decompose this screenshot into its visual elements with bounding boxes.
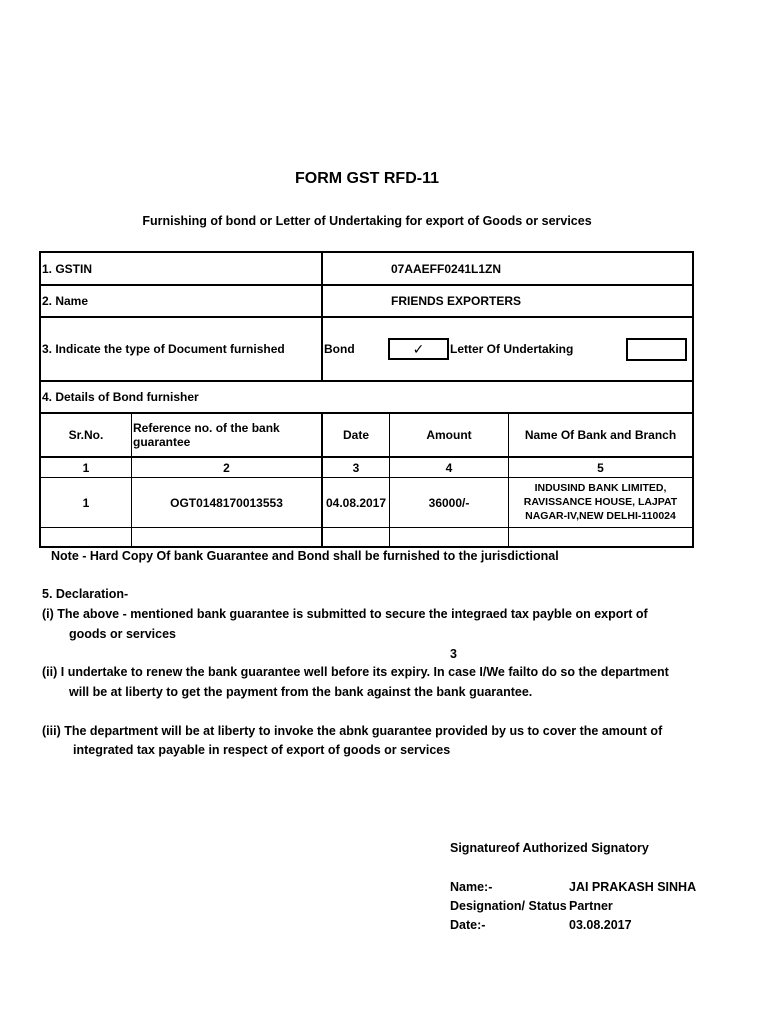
column-number: 1	[82, 460, 90, 475]
bank-line: NAGAR-IV,NEW DELHI-110024	[525, 510, 676, 522]
signatory-name-label: Name:-	[450, 880, 493, 894]
lut-label: Letter Of Undertaking	[450, 342, 574, 356]
header-reference: Reference no. of the bank guarantee	[133, 421, 280, 449]
table-border	[692, 251, 694, 548]
header-sr-no: Sr.No.	[68, 428, 104, 442]
checkmark-icon: ✓	[412, 340, 425, 357]
declaration-iii: (iii) The department will be at liberty to invoke the abnk guarantee provided by us to cover the amount of	[42, 724, 663, 738]
stray-number: 3	[450, 647, 457, 661]
designation-value: Partner	[569, 899, 613, 913]
column-number: 2	[223, 460, 230, 475]
note: Note - Hard Copy Of bank Guarantee and Bond shall be furnished to the jurisdictional	[51, 549, 559, 563]
header-date: Date	[342, 428, 369, 442]
gstin-value: 07AAEFF0241L1ZN	[391, 261, 502, 276]
table-border	[321, 251, 323, 382]
declaration-ii-cont: will be at liberty to get the payment from the bank against the bank guarantee.	[69, 685, 533, 699]
signature-heading: Signatureof Authorized Signatory	[450, 841, 649, 855]
table-border	[39, 251, 694, 253]
row-date: 04.08.2017	[325, 495, 387, 510]
table-border	[39, 284, 694, 286]
bank-line: INDUSIND BANK LIMITED,	[534, 482, 667, 494]
declaration-i: (i) The above - mentioned bank guarantee is submitted to secure the integraed tax payble on export of	[42, 607, 648, 621]
date-value: 03.08.2017	[569, 918, 632, 932]
row-bank	[509, 481, 692, 523]
header-bank: Name Of Bank and Branch	[524, 428, 677, 442]
column-number: 5	[597, 460, 604, 475]
row-reference: OGT0148170013553	[170, 495, 283, 510]
header-amount: Amount	[426, 428, 472, 442]
declaration-heading: 5. Declaration-	[42, 587, 129, 601]
column-number: 3	[352, 460, 360, 475]
declaration-ii: (ii) I undertake to renew the bank guarantee well before its expiry. In case I/We failto do so the department	[42, 665, 669, 679]
table-border	[39, 527, 694, 528]
form-subtitle: Furnishing of bond or Letter of Undertaking for export of Goods or services	[142, 214, 592, 228]
details-label: 4. Details of Bond furnisher	[42, 390, 199, 404]
declaration-iii-cont: integrated tax payable in respect of export of goods or services	[73, 743, 451, 757]
gstin-label: 1. GSTIN	[42, 261, 93, 276]
bond-checkbox[interactable]	[388, 338, 449, 360]
row-amount: 36000/-	[428, 495, 470, 510]
bond-label: Bond	[324, 342, 355, 356]
form-title: FORM GST RFD-11	[294, 170, 439, 187]
designation-label: Designation/ Status	[450, 899, 567, 913]
date-label: Date:-	[450, 918, 486, 932]
lut-checkbox[interactable]	[626, 338, 687, 361]
bank-line: RAVISSANCE HOUSE, LAJPAT	[523, 496, 678, 508]
doc-type-label: 3. Indicate the type of Document furnished	[42, 342, 285, 356]
row-sr-no: 1	[82, 495, 90, 510]
declaration-i-cont: goods or services	[69, 627, 176, 641]
name-value: FRIENDS EXPORTERS	[391, 294, 522, 308]
name-label: 2. Name	[42, 294, 89, 308]
table-border	[39, 546, 694, 548]
signatory-name: JAI PRAKASH SINHA	[569, 880, 697, 894]
column-number: 4	[445, 460, 453, 475]
